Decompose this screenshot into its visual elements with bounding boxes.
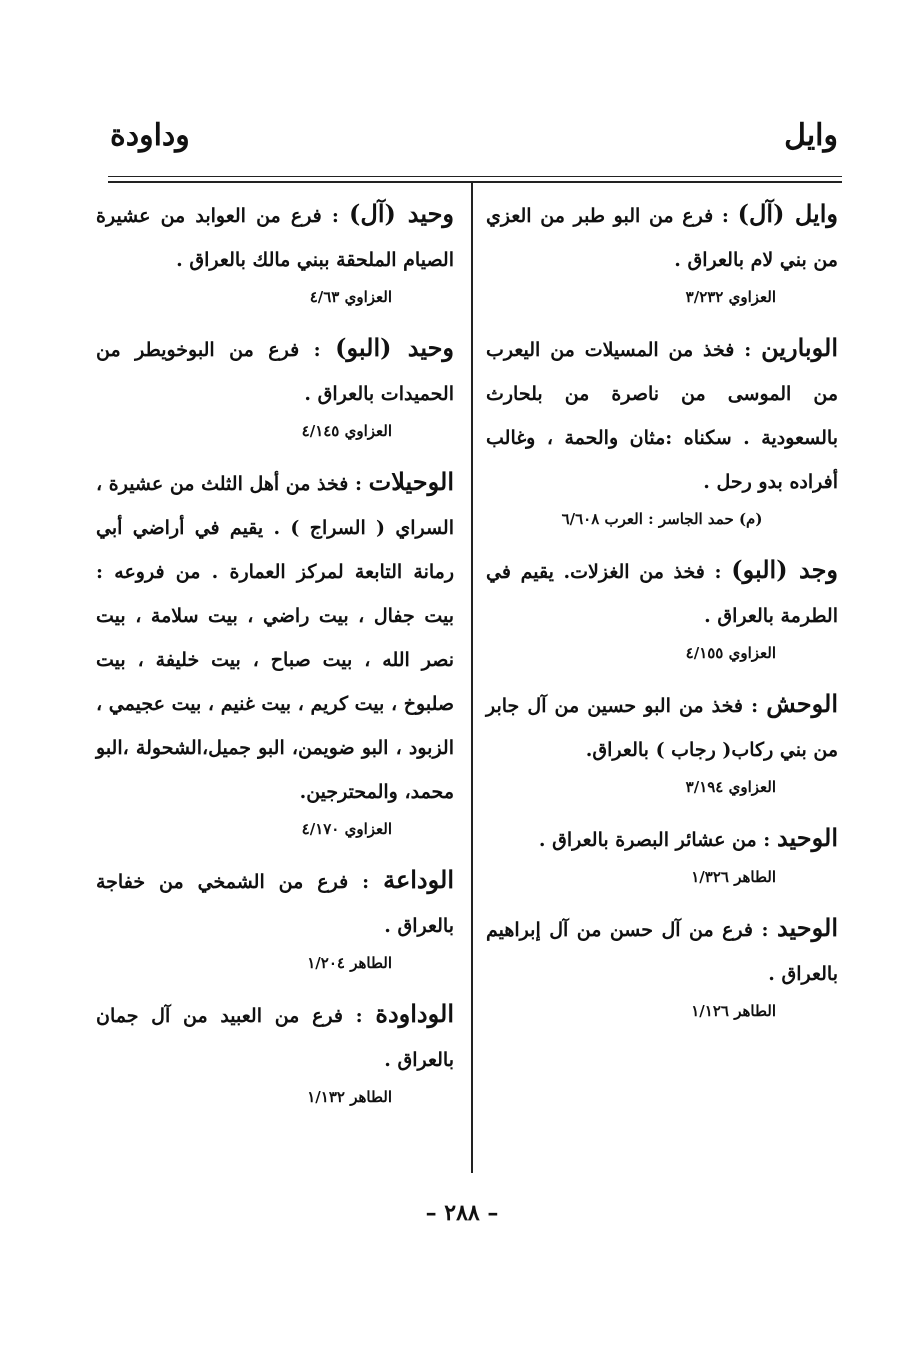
page-number: – ٢٨٨ –	[425, 1200, 499, 1226]
entry-source: الطاهر ١/٣٢٦	[691, 868, 776, 886]
entry-text: : فخذ من المسيلات من اليعرب من الموسى من ناصرة من بلحارث بالسعودية . سكناه :مثان والحمة ، وغالب أفراده بدو رحل .	[486, 339, 838, 493]
entry-text: : فرع من البو طبر من العزي من بني لام بالعراق .	[486, 205, 838, 271]
entry-headword: وحيد (آل)	[349, 199, 455, 228]
entry-text: : من عشائر البصرة بالعراق .	[538, 829, 777, 851]
entry-headword: وجد (البو)	[731, 555, 838, 584]
entry-headword: وحيد (البو)	[335, 333, 454, 362]
entry-text: : فخذ من أهل الثلث من عشيرة ، السراي ( السراج ) . يقيم في أراضي أبي رمانة التابعة لمركز العمارة . من فروعه : بيت جفال ، بيت راضي ، بيت سلامة ، بيت نصر الله ، بيت صباح ، بيت خليفة ، بيت صلبوخ ، بيت كريم ، بيت غنيم ، بيت عجيمي ، الزبود ، البو ضويمن، البو جميل،الشحولة ،البو محمد، والمحترجين.	[96, 473, 454, 803]
entry	[486, 548, 838, 668]
entry-headword: الوداودة	[375, 999, 454, 1028]
entry-text: : فخذ من الغزلات. يقيم في الطرمة بالعراق .	[486, 561, 838, 627]
entry-source: العزاوي ٤/٦٣	[309, 288, 392, 306]
entry	[486, 682, 838, 802]
entry-headword: الوداعة	[383, 865, 454, 894]
entry-text: : فرع من الشمخي من خفاجة بالعراق .	[96, 871, 454, 937]
entry-source: (م) حمد الجاسر : العرب ٦/٦٠٨	[561, 510, 763, 528]
entry-source: العزاوي ٣/١٩٤	[685, 778, 776, 796]
entry	[486, 906, 838, 1026]
entry-text: : فرع من العوابد من عشيرة الصيام الملحقة ببني مالك بالعراق .	[96, 205, 454, 271]
entry-headword: الوحيلات	[368, 467, 454, 496]
right-column	[486, 192, 838, 1040]
entry-text: : فرع من البوخويطر من الحميدات بالعراق .	[96, 339, 454, 405]
entry	[96, 992, 454, 1112]
entry-source: العزاوي ٤/١٧٠	[301, 820, 392, 838]
running-head-right: وايل	[784, 118, 838, 153]
entry	[96, 858, 454, 978]
entry-source: العزاوي ٤/١٥٥	[685, 644, 776, 662]
column-divider	[471, 183, 473, 1173]
entry-source: الطاهر ١/١٢٦	[691, 1002, 776, 1020]
entry-headword: الوبارين	[761, 333, 838, 362]
entry-headword: الوحيد	[776, 913, 838, 942]
entry-text: : فخذ من البو حسين من آل جابر من بني ركاب( رجاب ) بالعراق.	[486, 695, 838, 761]
entry	[486, 326, 838, 534]
entry-headword: الوحيد	[776, 823, 838, 852]
entry-headword: الوحش	[766, 689, 838, 718]
entry-source: الطاهر ١/١٣٢	[307, 1088, 392, 1106]
entry	[96, 192, 454, 312]
entry	[96, 460, 454, 844]
entry	[486, 816, 838, 892]
entry-source: الطاهر ١/٢٠٤	[307, 954, 392, 972]
entry-source: العزاوي ٣/٢٣٢	[685, 288, 776, 306]
running-head-left: وداودة	[110, 118, 190, 153]
entry	[96, 326, 454, 446]
entry-text: : فرع من آل حسن من آل إبراهيم بالعراق .	[486, 919, 838, 985]
entry-source: العزاوي ٤/١٤٥	[301, 422, 392, 440]
header-rule-top	[108, 176, 842, 177]
entry-text: : فرع من العبيد من آل جمان بالعراق .	[96, 1005, 454, 1071]
left-column	[96, 192, 454, 1126]
entry-headword: وايل (آل)	[737, 199, 838, 228]
header-rule-bottom	[108, 181, 842, 183]
entry	[486, 192, 838, 312]
